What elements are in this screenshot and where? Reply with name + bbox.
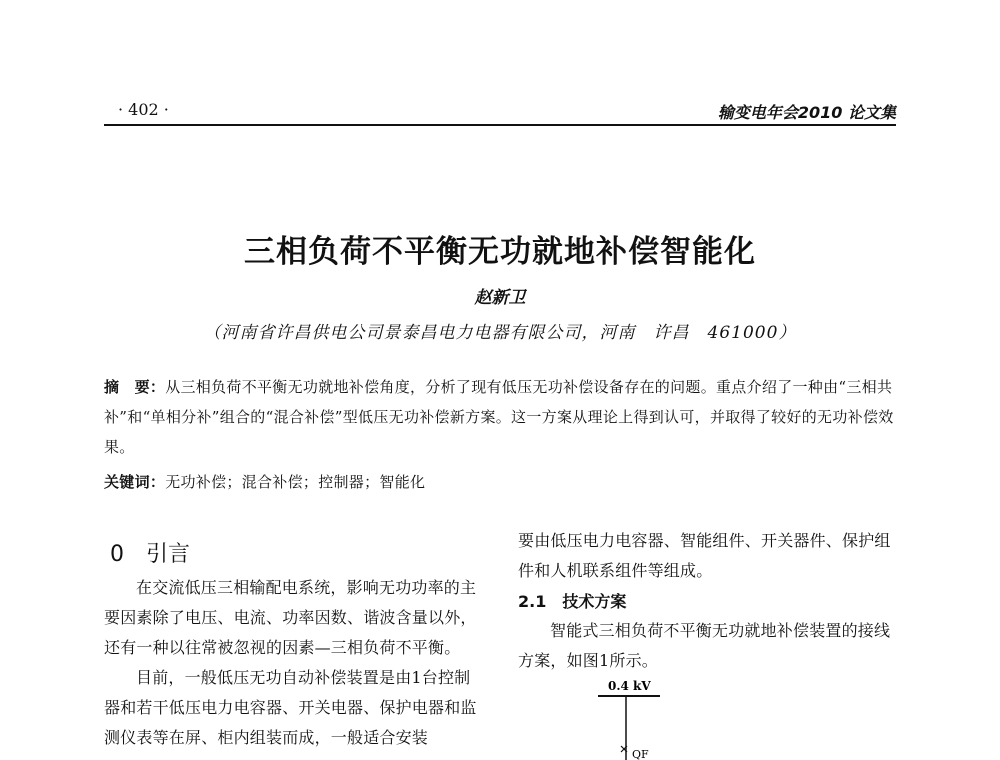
- abstract-label: 摘 要：: [104, 378, 166, 396]
- intro-paragraph-1: 在交流低压三相输配电系统，影响无功功率的主要因素除了电压、电流、功率因数、谐波含量以外，还有一种以往常被忽视的因素—三相负荷不平衡。: [104, 578, 477, 657]
- intro-paragraph-2: 目前，一般低压无功自动补偿装置是由1台控制器和若干低压电力电容器、开关电器、保护电器和监测仪表等在屏、柜内组装而成，一般适合安装: [104, 668, 477, 747]
- keywords-label: 关键词：: [104, 473, 166, 491]
- bus-voltage-label: 0.4 kV: [608, 679, 651, 693]
- section-heading-introduction: 0 引言: [110, 542, 190, 567]
- paper-title: 三相负荷不平衡无功就地补偿智能化: [244, 234, 756, 270]
- keywords: [104, 467, 896, 497]
- keywords-text: 无功补偿；混合补偿；控制器；智能化: [165, 473, 426, 491]
- affiliation: （河南省许昌供电公司景泰昌电力电器有限公司，河南 许昌 461000）: [203, 323, 797, 343]
- abstract-text: 从三相负荷不平衡无功就地补偿角度，分析了现有低压无功补偿设备存在的问题。重点介绍了一种由“三相共补”和“单相分补”组合的“混合补偿”型低压无功补偿新方案。这一方案从理论上得到认可，并取得了较好的无功补偿效果。: [104, 378, 894, 456]
- abstract: [104, 372, 896, 462]
- section-heading-technical-scheme: 2.1 技术方案: [518, 592, 627, 611]
- right-paragraph-2: 智能式三相负荷不平衡无功就地补偿装置的接线方案，如图1所示。: [518, 621, 891, 670]
- author: 赵新卫: [474, 288, 526, 308]
- page-number: · 402 ·: [118, 100, 169, 119]
- right-paragraph-1: 要由低压电力电容器、智能组件、开关器件、保护组件和人机联系组件等组成。: [518, 531, 891, 580]
- header-rule: [104, 124, 896, 126]
- wiring-diagram: [560, 676, 760, 760]
- journal-title: 输变电年会2010 论文集: [717, 103, 896, 122]
- switch-label: QF: [632, 748, 649, 760]
